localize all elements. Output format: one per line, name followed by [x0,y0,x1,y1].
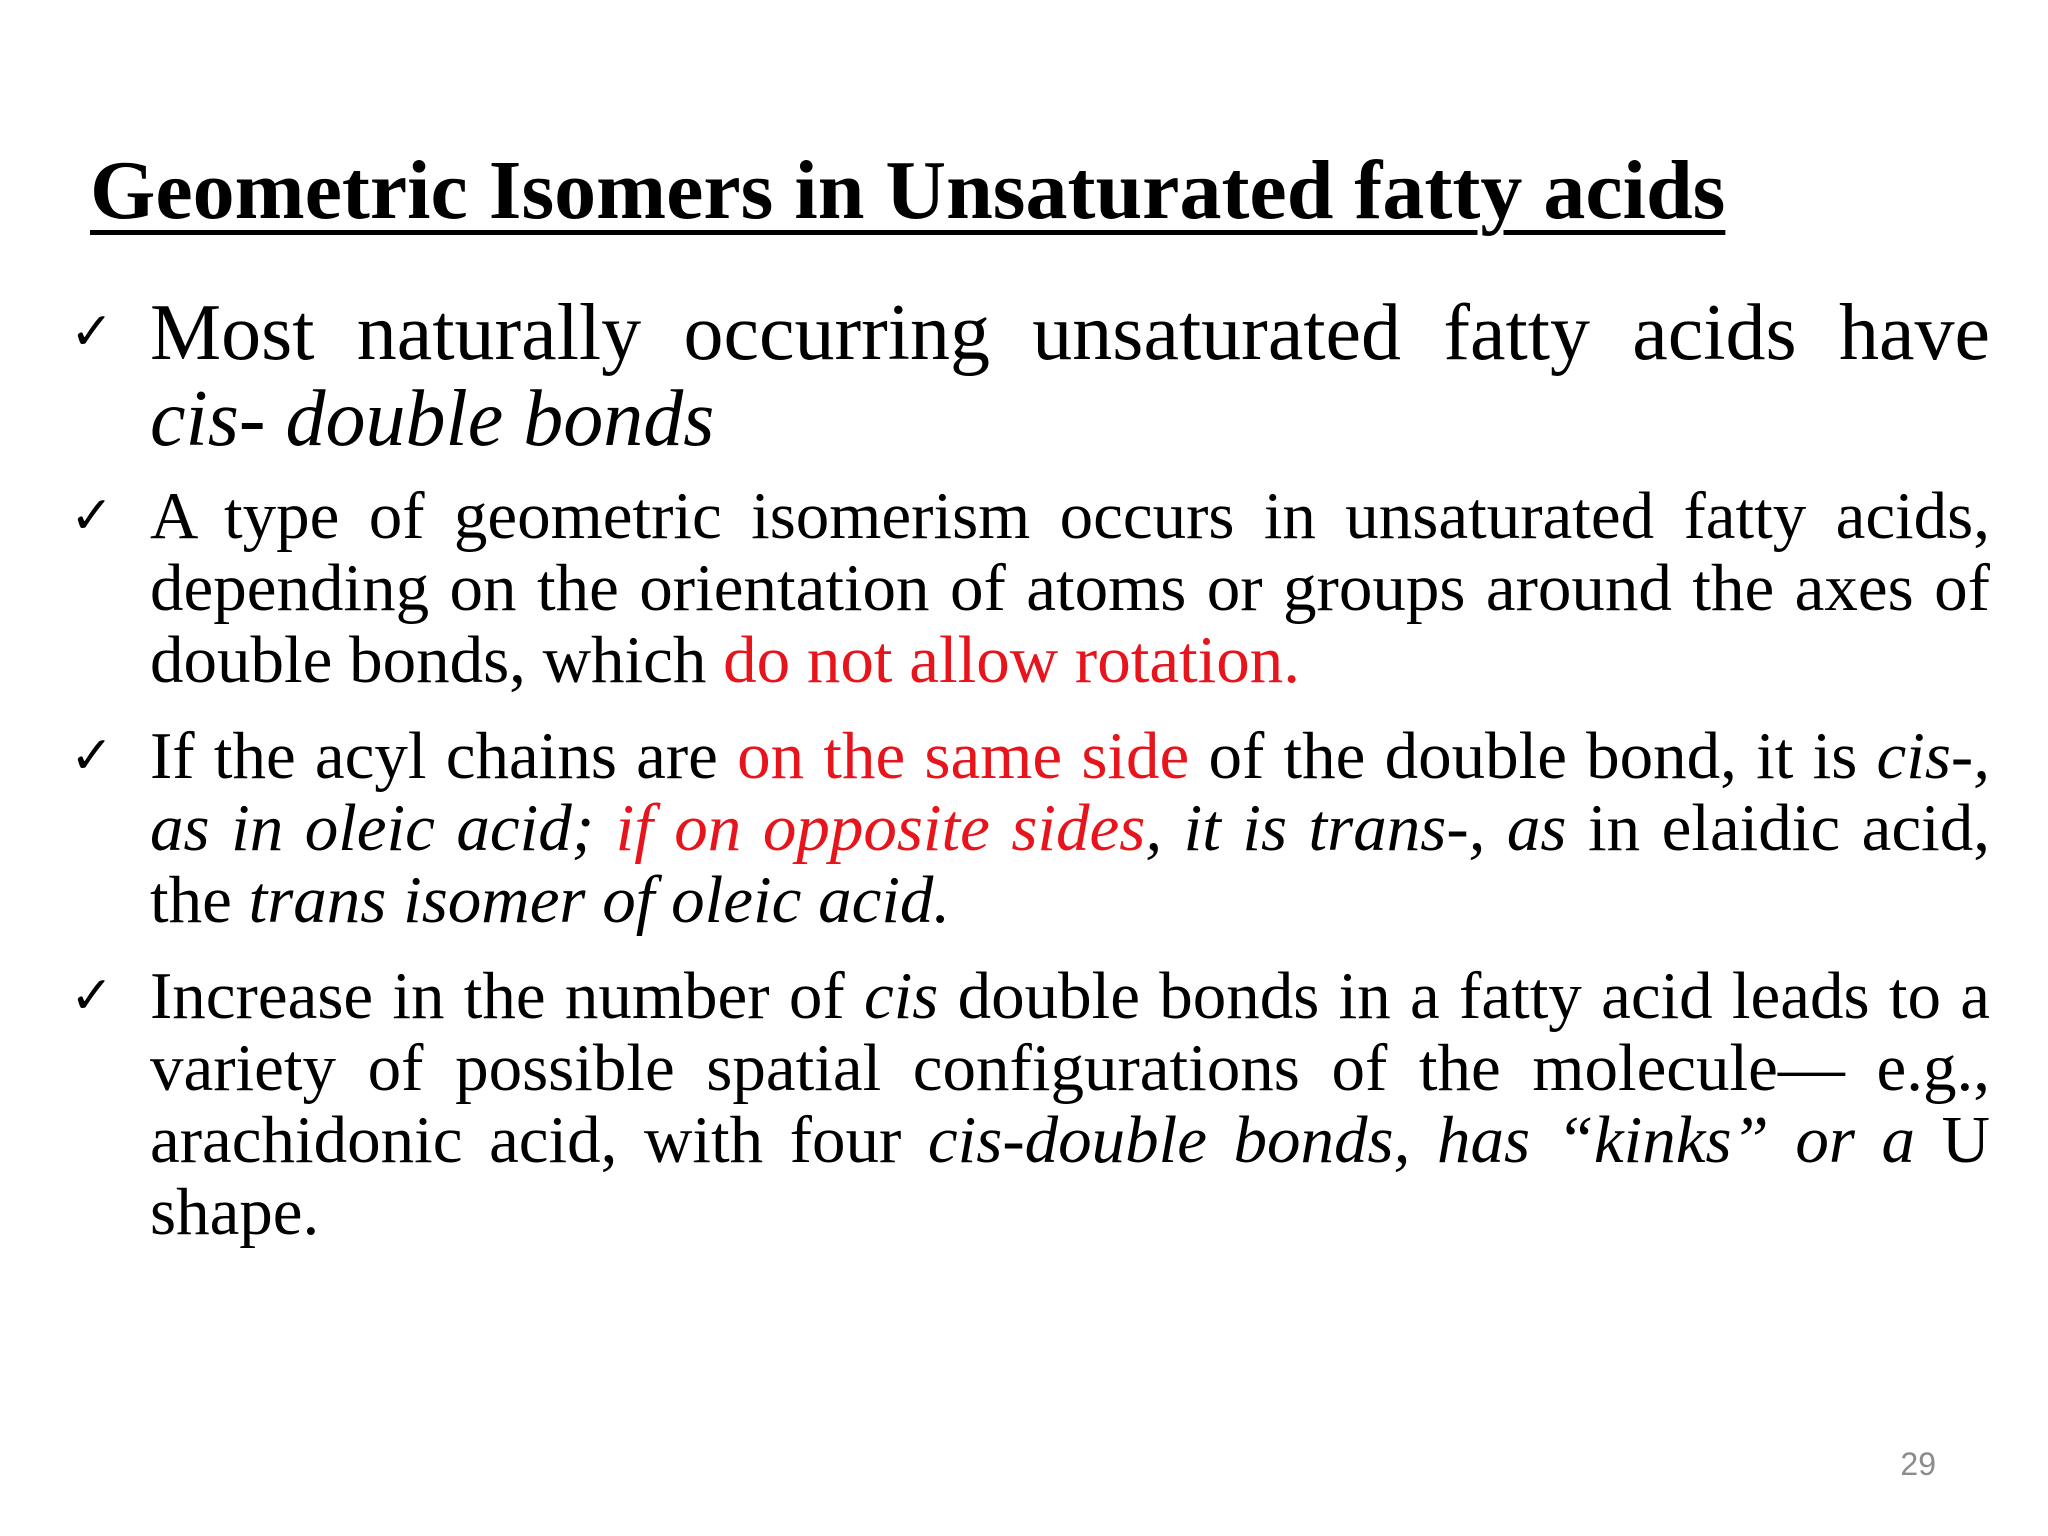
bullet-segment: , it is trans-, as [1145,791,1567,865]
check-mark-icon: ✓ [70,726,114,786]
bullet-segment: cis [863,959,939,1033]
check-mark-icon: ✓ [70,486,114,546]
bullet-item [70,480,1990,696]
bullet-segment: cis-double bonds, has “kinks” or a [927,1103,1916,1177]
bullet-segment: if on opposite sides [615,791,1146,865]
bullet-segment: If the acyl chains are [150,719,738,793]
check-mark-icon: ✓ [70,302,114,362]
check-mark-icon: ✓ [70,966,114,1026]
bullet-segment: Increase in the number of [150,959,864,1033]
bullet-segment: trans isomer of oleic acid. [248,863,951,937]
bullet-item [70,290,1990,462]
bullet-segment: in elaidic acid, the [150,791,1990,937]
bullet-segment: cis-, as in oleic acid; [150,719,1990,865]
bullet-segment: U shape. [150,1103,1990,1249]
bullet-segment: A type of geometric isomerism occurs in unsaturated fatty acids, depending on the orientation of atoms or groups around the axes of double bonds, which [150,479,1990,697]
bullet-text [150,480,1990,696]
bullet-item [70,720,1990,936]
bullet-text [150,960,1990,1248]
bullet-list [70,290,1990,1272]
bullet-item [70,960,1990,1248]
bullet-segment: double bonds in a fatty acid leads to a variety of possible spatial configurations of the molecule— e.g., arachidonic acid, with four [150,959,1990,1177]
bullet-text [150,290,1990,462]
slide-title: Geometric Isomers in Unsaturated fatty acids [90,144,1726,237]
page-number: 29 [1900,1446,1936,1482]
bullet-text [150,720,1990,936]
bullet-segment: cis- double bonds [150,375,715,463]
bullet-segment: on the same side [737,719,1190,793]
bullet-segment: Most naturally occurring unsaturated fatty acids have [150,289,1990,377]
bullet-segment: do not allow rotation. [723,623,1301,697]
bullet-segment: of the double bond, it is [1189,719,1877,793]
